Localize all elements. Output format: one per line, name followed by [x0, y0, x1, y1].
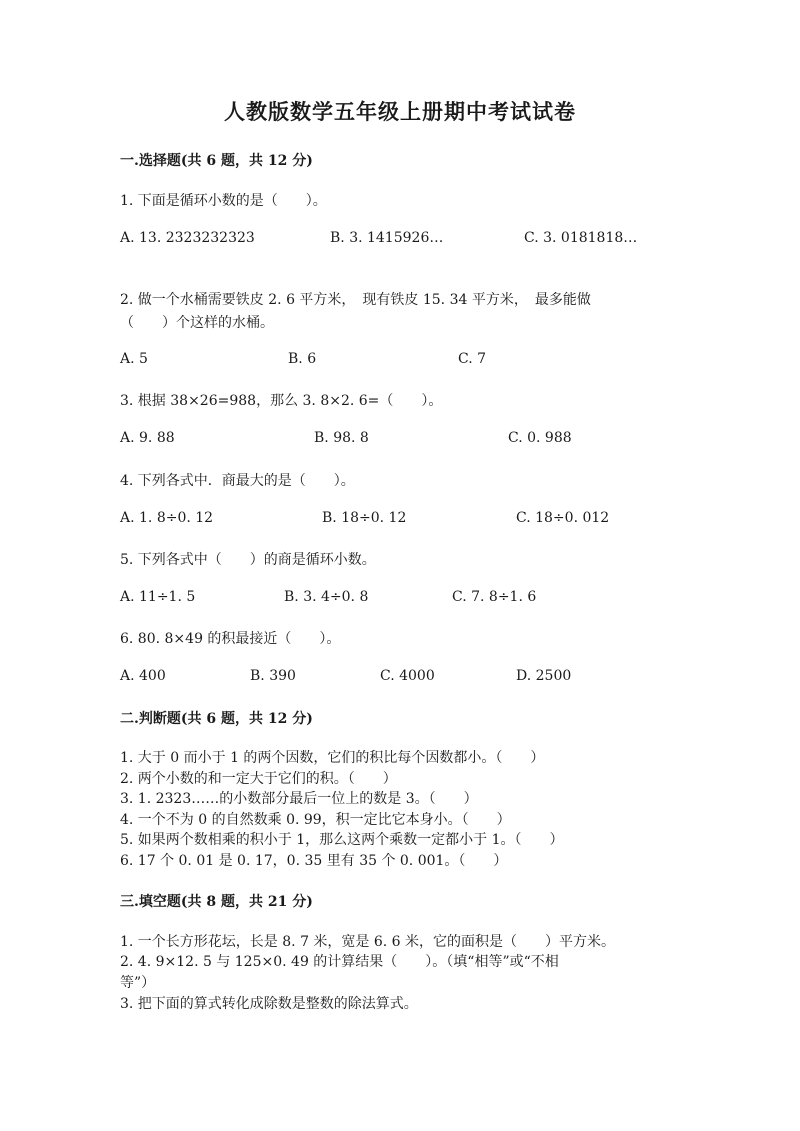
option-b: B. 98. 8 — [314, 430, 369, 446]
fill-item: 1. 一个长方形花坛，长是 8. 7 米，宽是 6. 6 米，它的面积是（ ）平方米。 — [120, 934, 616, 950]
option-b: B. 390 — [250, 668, 296, 684]
option-d: D. 2500 — [516, 668, 572, 684]
option-c: C. 3. 0181818… — [524, 230, 638, 246]
option-a: A. 1. 8÷0. 12 — [120, 510, 214, 526]
option-c: C. 7. 8÷1. 6 — [452, 589, 537, 605]
option-a: A. 11÷1. 5 — [120, 589, 196, 605]
option-c: C. 0. 988 — [508, 430, 572, 446]
question-stem: 1. 下面是循环小数的是（ ）。 — [120, 193, 327, 209]
question-stem: 2. 做一个水桶需要铁皮 2. 6 平方米， 现有铁皮 15. 34 平方米， 最多能做 — [120, 292, 591, 308]
option-c: C. 4000 — [380, 668, 435, 684]
option-a: A. 9. 88 — [120, 430, 175, 446]
judgment-item: 3. 1. 2323……的小数部分最后一位上的数是 3。（ ） — [120, 791, 478, 807]
option-a: A. 5 — [120, 351, 148, 367]
option-a: A. 400 — [120, 668, 166, 684]
judgment-item: 1. 大于 0 而小于 1 的两个因数，它们的积比每个因数都小。（ ） — [120, 750, 545, 766]
fill-item: 3. 把下面的算式转化成除数是整数的除法算式。 — [120, 996, 418, 1012]
option-c: C. 7 — [458, 351, 487, 367]
option-b: B. 6 — [288, 351, 317, 367]
option-b: B. 3. 1415926… — [330, 230, 444, 246]
question-stem: 6. 80. 8×49 的积最接近（ ）。 — [120, 631, 341, 647]
question-stem: 4. 下列各式中．商最大的是（ ）。 — [120, 473, 355, 489]
judgment-item: 2. 两个小数的和一定大于它们的积。（ ） — [120, 771, 397, 787]
fill-item-cont: 等”） — [120, 975, 156, 991]
question-stem: 3. 根据 38×26=988，那么 3. 8×2. 6=（ ）。 — [120, 393, 443, 409]
option-a: A. 13. 2323232323 — [120, 230, 255, 246]
judgment-item: 4. 一个不为 0 的自然数乘 0. 99，积一定比它本身小。（ ） — [120, 812, 511, 828]
section-heading-judgment: 二.判断题(共 6 题，共 12 分) — [120, 711, 313, 727]
fill-item: 2. 4. 9×12. 5 与 125×0. 49 的计算结果（ ）。（填“相等”或“不相 — [120, 954, 559, 970]
option-b: B. 18÷0. 12 — [322, 510, 407, 526]
question-stem: 5. 下列各式中（ ）的商是循环小数。 — [120, 552, 376, 568]
section-heading-fill: 三.填空题(共 8 题，共 21 分) — [120, 894, 313, 910]
page-title: 人教版数学五年级上册期中考试试卷 — [224, 99, 576, 124]
judgment-item: 5. 如果两个数相乘的积小于 1，那么这两个乘数一定都小于 1。（ ） — [120, 832, 564, 848]
option-b: B. 3. 4÷0. 8 — [284, 589, 369, 605]
option-c: C. 18÷0. 012 — [516, 510, 610, 526]
judgment-item: 6. 17 个 0. 01 是 0. 17，0. 35 里有 35 个 0. 001。（ ） — [120, 853, 508, 869]
section-heading-choice: 一.选择题(共 6 题，共 12 分) — [120, 153, 313, 169]
question-stem-cont: （ ）个这样的水桶。 — [120, 315, 274, 331]
